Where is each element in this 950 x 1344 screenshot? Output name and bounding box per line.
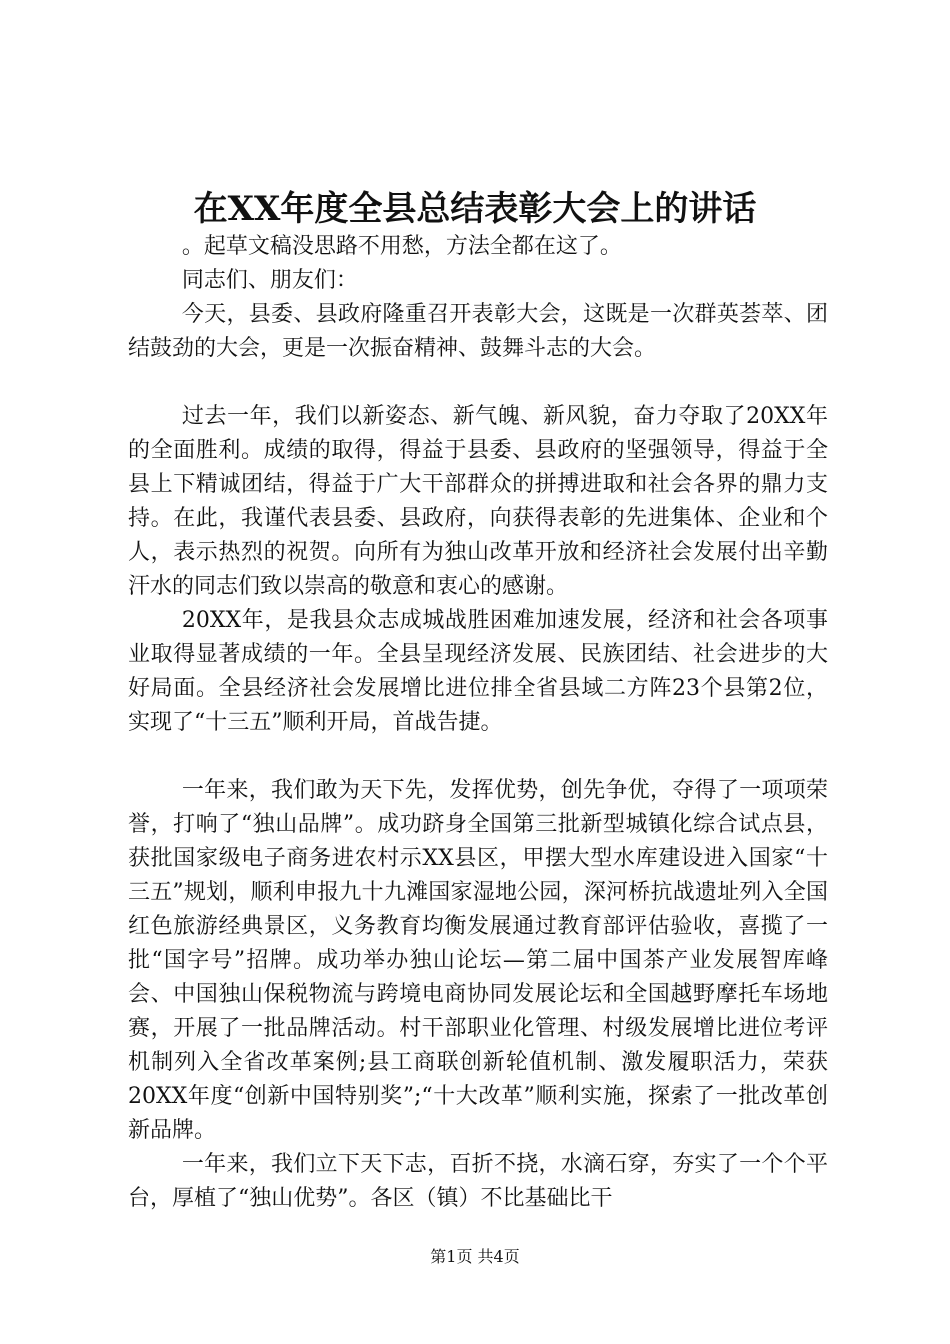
year-summary-paragraph: 20XX年，是我县众志成城战胜困难加速发展，经济和社会各项事业取得显著成绩的一年。全县呈现经济发展、民族团结、社会进步的大好局面。全县经济社会发展增比进位排全省县域二方阵23个县第2位，实现了“十三五”顺利开局，首战告捷。 <box>128 608 828 735</box>
honors-paragraph: 一年来，我们敢为天下先，发挥优势，创先争优，夺得了一项项荣誉，打响了“独山品牌”。成功跻身全国第三批新型城镇化综合试点县，获批国家级电子商务进农村示XX县区，甲摆大型水库建设进入国家“十三五”规划，顺利申报九十九滩国家湿地公园，深河桥抗战遗址列入全国红色旅游经典景区，义务教育均衡发展通过教育部评估验收，喜揽了一批“国字号”招牌。成功举办独山论坛—第二届中国茶产业发展智库峰会、中国独山保税物流与跨境电商协同发展论坛和全国越野摩托车场地赛，开展了一批品牌活动。村干部职业化管理、村级发展增比进位考评机制列入全省改革案例;县工商联创新轮值机制、激发履职活力，荣获20XX年度“创新中国特别奖”;“十大改革”顺利实施，探索了一批改革创新品牌。 <box>128 778 828 1143</box>
platforms-paragraph: 一年来，我们立下天下志，百折不挠，水滴石穿，夯实了一个个平台，厚植了“独山优势”。各区（镇）不比基础比干 <box>128 1152 828 1211</box>
document-body <box>128 230 828 1216</box>
opening-paragraph: 今天，县委、县政府隆重召开表彰大会，这既是一次群英荟萃、团结鼓劲的大会，更是一次振奋精神、鼓舞斗志的大会。 <box>128 302 828 361</box>
salutation-paragraph: 同志们、朋友们： <box>181 268 358 293</box>
intro-note-paragraph: 。起草文稿没思路不用愁，方法全都在这了。 <box>181 234 622 259</box>
page-number-footer: 第1页 共4页 <box>430 1247 520 1266</box>
document-title: 在XX年度全县总结表彰大会上的讲话 <box>193 189 757 229</box>
past-year-paragraph: 过去一年，我们以新姿态、新气魄、新风貌，奋力夺取了20XX年的全面胜利。成绩的取得，得益于县委、县政府的坚强领导，得益于全县上下精诚团结，得益于广大干部群众的拼搏进取和社会各界的鼎力支持。在此，我谨代表县委、县政府，向获得表彰的先进集体、企业和个人，表示热烈的祝贺。向所有为独山改革开放和经济社会发展付出辛勤汗水的同志们致以崇高的敬意和衷心的感谢。 <box>128 404 828 599</box>
